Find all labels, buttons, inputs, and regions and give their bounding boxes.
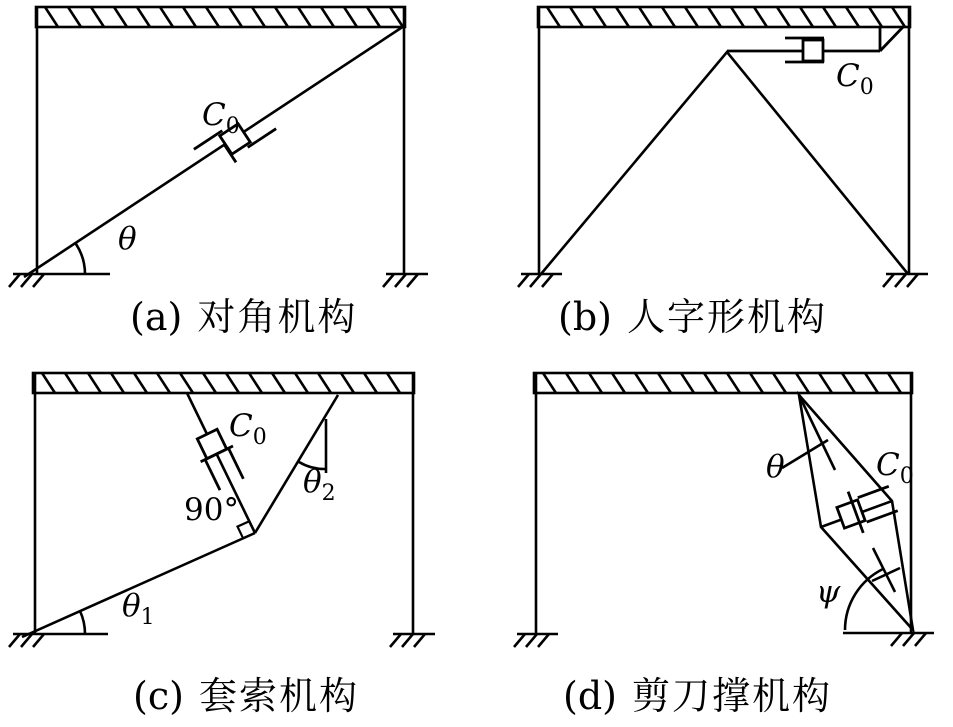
ceiling-beam-b xyxy=(538,7,910,27)
chevron-braces-b xyxy=(541,52,908,274)
ceiling-beam-a xyxy=(36,7,405,27)
damper-rod-c xyxy=(187,393,255,533)
panel-d-scissorjack-mechanism xyxy=(514,373,934,647)
caption-a: (a) 对角机构 xyxy=(130,295,358,339)
ceiling-hatch-d xyxy=(543,373,901,393)
fixed-support-left-d xyxy=(514,634,558,647)
diagonal-brace-a xyxy=(24,26,404,277)
caption-d: (d) 剪刀撑机构 xyxy=(563,674,832,718)
damper-label-d: C0 xyxy=(876,447,914,489)
fixed-support-right-a xyxy=(383,274,428,287)
theta-label-a: θ xyxy=(118,221,137,257)
lower-brace-c xyxy=(22,533,255,637)
panel-c-toggle-mechanism xyxy=(9,373,435,647)
ceiling-hatch-b xyxy=(547,7,905,27)
psi-label-d: ψ xyxy=(816,574,841,610)
damper-label-c: C0 xyxy=(229,408,267,450)
theta2-angle-arc-c xyxy=(299,462,325,469)
damper-icon-d xyxy=(833,478,901,539)
panel-a-diagonal-mechanism xyxy=(9,7,428,287)
fixed-support-left-b xyxy=(518,274,562,287)
damper-label-a: C0 xyxy=(202,97,240,139)
fixed-support-right-b xyxy=(883,274,928,287)
ceiling-hatch-c xyxy=(42,373,400,393)
ceiling-hatch-a xyxy=(45,7,403,27)
damper-label-b: C0 xyxy=(836,58,874,100)
right-angle-label-c: 90° xyxy=(184,492,239,528)
ceiling-beam-d xyxy=(534,373,912,393)
damper-icon-b xyxy=(727,27,903,62)
ceiling-beam-c xyxy=(33,373,414,393)
caption-c: (c) 套索机构 xyxy=(133,674,359,718)
fixed-support-right-d xyxy=(843,633,934,646)
panel-b-chevron-mechanism xyxy=(518,7,928,287)
theta-leader-line-d xyxy=(782,440,828,468)
axis-segment-bottom-d xyxy=(873,548,895,592)
theta2-label-c: θ2 xyxy=(303,464,336,506)
theta1-label-c: θ1 xyxy=(122,588,155,630)
theta-label-d: θ xyxy=(766,449,785,485)
caption-b: (b) 人字形机构 xyxy=(558,295,827,339)
theta-angle-arc-a xyxy=(76,244,85,274)
axis-tick-bottom-d xyxy=(872,568,900,581)
theta1-angle-arc-c xyxy=(80,611,85,634)
fixed-support-right-c xyxy=(390,634,435,647)
